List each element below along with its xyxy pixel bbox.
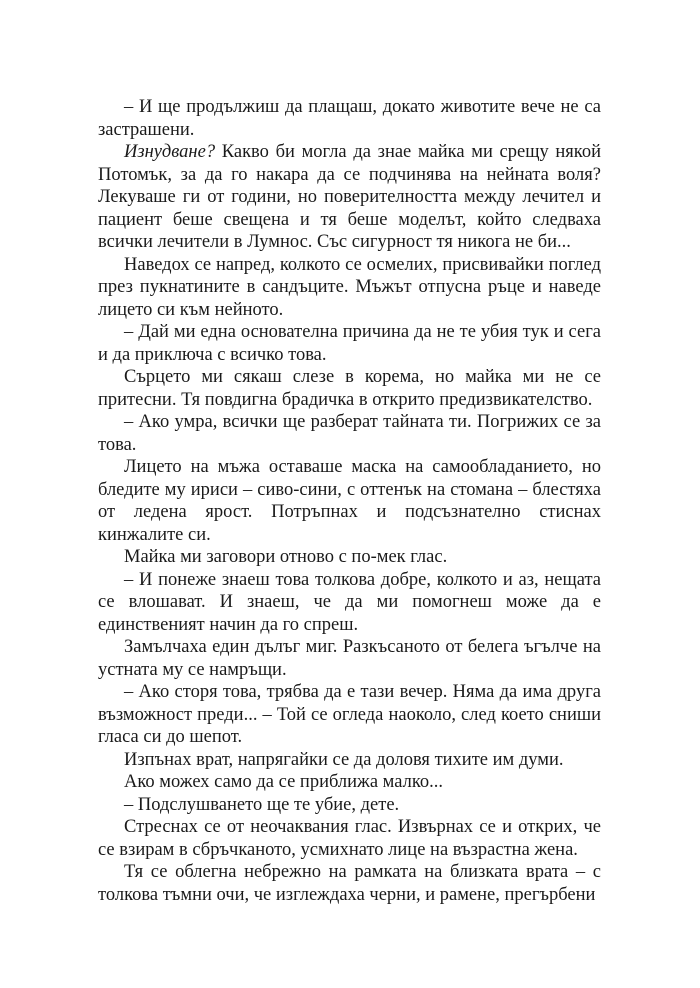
- paragraph-3: Наведох се напред, колкото се осмелих, присвивайки поглед през пукнатините в сандъците. Мъжът отпусна ръце и наведе лицето си към нейното.: [98, 254, 601, 320]
- paragraph-9: – И понеже знаеш това толкова добре, колкото и аз, нещата се влошават. И знаеш, че да ми помогнеш може да е единственият начин да го спреш.: [98, 569, 601, 635]
- paragraph-7: Лицето на мъжа оставаше маска на самообладанието, но бледите му ириси – сиво-сини, с оттенък на стомана – блестяха от ледена ярост. Потръпнах и подсъзнателно стиснах кинжалите си.: [98, 457, 601, 545]
- paragraph-13: Ако можех само да се приближа малко...: [124, 772, 444, 792]
- paragraph-4: – Дай ми една основателна причина да не те убия тук и сега и да приключа с всичко това.: [98, 322, 601, 365]
- paragraph-14: – Подслушването ще те убие, дете.: [124, 794, 400, 815]
- italic-word: Изнудване?: [124, 142, 216, 162]
- paragraph-2: [98, 141, 601, 254]
- paragraph-1: – И ще продължиш да плащаш, докато животите вече не са застрашени.: [98, 97, 601, 140]
- paragraph-12: Изпънах врат, напрягайки се да доловя тихите им думи.: [124, 749, 564, 770]
- paragraph-11: – Ако сторя това, трябва да е тази вечер. Няма да има друга възможност преди... – Той се огледа наоколо, след което сниши гласа си до шепот.: [98, 682, 601, 747]
- paragraph-10: Замълчаха един дълъг миг. Разкъсаното от белега ъгълче на устната му се намръщи.: [98, 637, 601, 680]
- paragraph-8: Майка ми заговори отново с по-мек глас.: [124, 547, 448, 567]
- book-page: [98, 96, 601, 906]
- paragraph-16: Тя се облегна небрежно на рамката на близката врата – с толкова тъмни очи, че изглеждаха черни, и рамене, прегърбени: [98, 862, 601, 905]
- paragraph-5: Сърцето ми сякаш слезе в корема, но майка ми не се притесни. Тя повдигна брадичка в открито предизвикателство.: [98, 367, 601, 410]
- paragraph-15: Стреснах се от неочаквания глас. Извърнах се и открих, че се взирам в сбръчканото, усмихнато лице на възрастна жена.: [98, 817, 601, 860]
- paragraph-6: – Ако умра, всички ще разберат тайната ти. Погрижих се за това.: [98, 412, 601, 455]
- paragraph-2-text: Какво би могла да знае майка ми срещу някой Потомък, за да го накара да се подчинява на нейната воля? Лекуваше ги от години, но поверителността между лечител и пациент беше свещена и тя беше моделът, който следваха всички лечители в Лумнос. Със сигурност тя никога не би...: [98, 142, 601, 252]
